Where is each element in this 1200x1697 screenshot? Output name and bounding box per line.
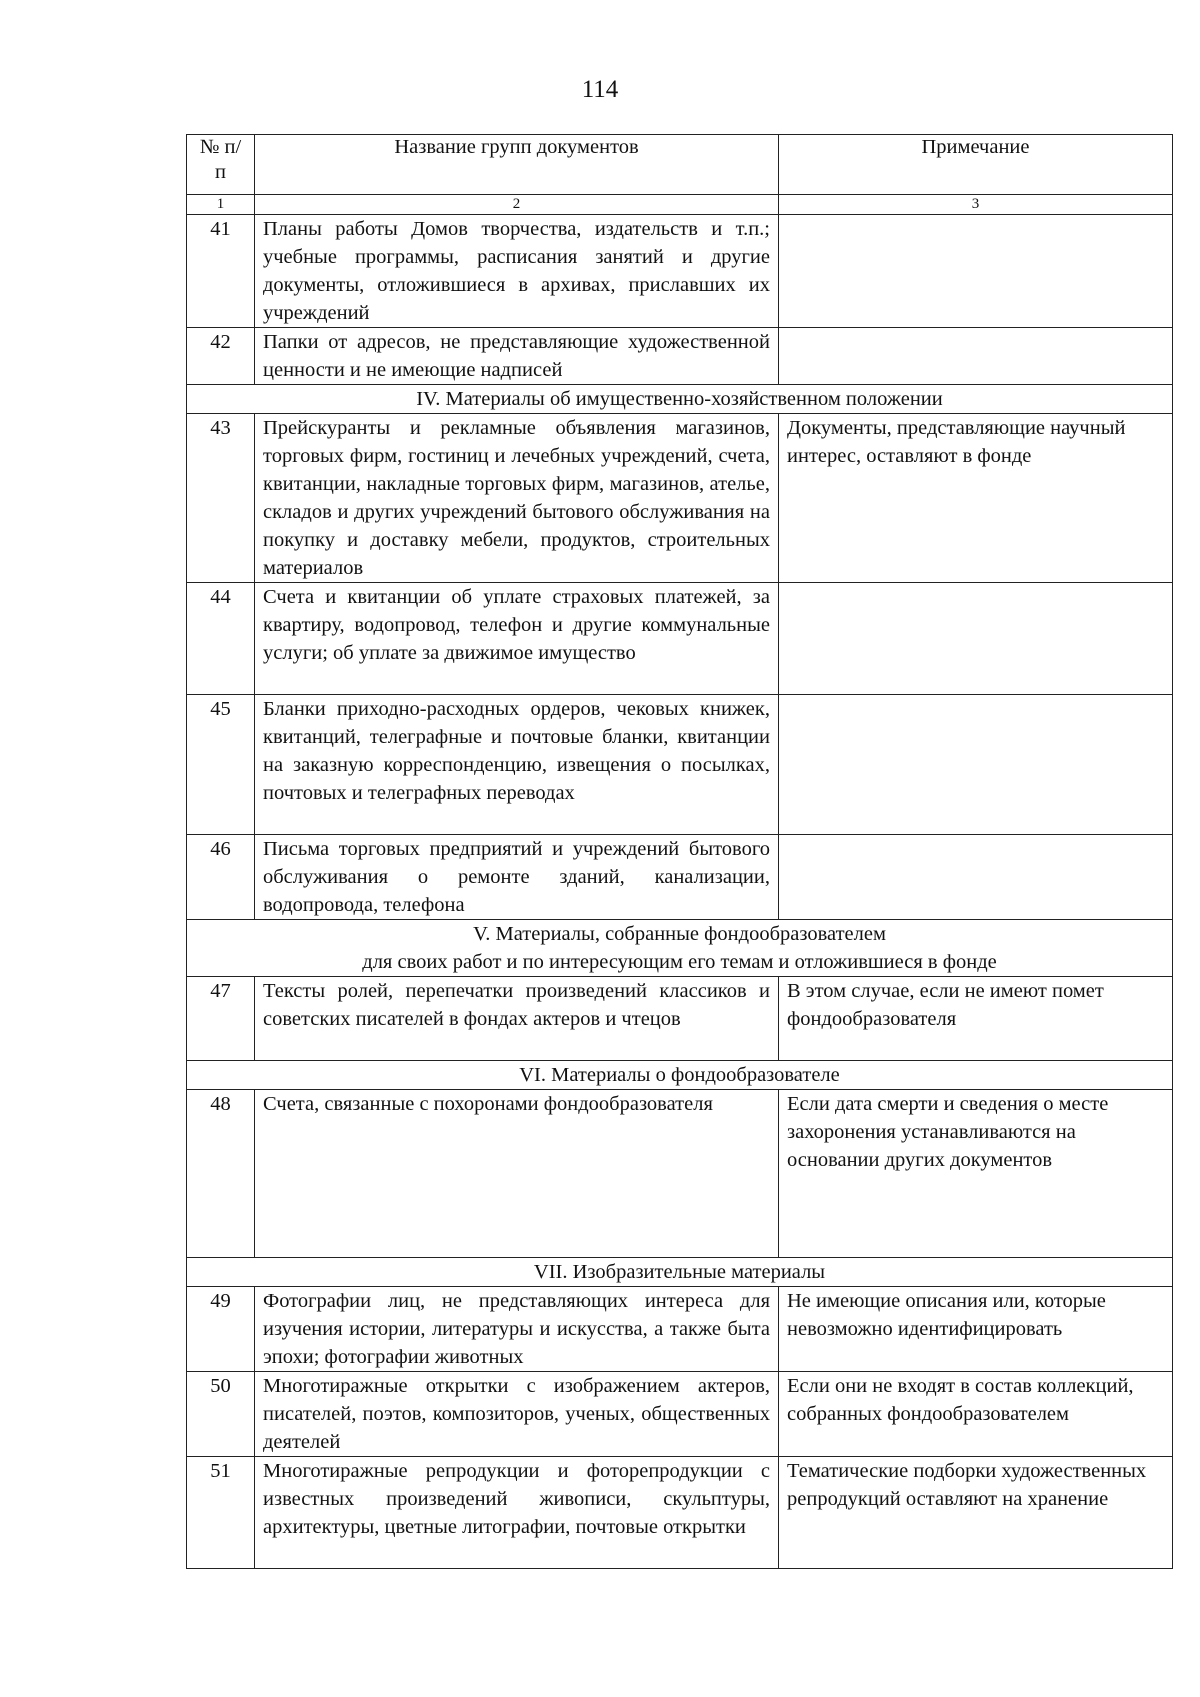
section-row bbox=[187, 1258, 1173, 1287]
section-heading-line: V. Материалы, собранные фондообразователем bbox=[473, 923, 886, 945]
row-note: Документы, представляющие научный интерес, оставляют в фонде bbox=[779, 414, 1173, 583]
table-row bbox=[187, 583, 1173, 695]
row-text: Многотиражные открытки с изображением актеров, писателей, поэтов, композиторов, ученых, общественных деятелей bbox=[255, 1372, 779, 1457]
table-row bbox=[187, 695, 1173, 835]
row-text: Планы работы Домов творчества, издательств и т.п.; учебные программы, расписания занятий и другие документы, отложившиеся в архивах, приславших их учреждений bbox=[255, 215, 779, 328]
table-row bbox=[187, 1372, 1173, 1457]
header-note: Примечание bbox=[779, 135, 1173, 195]
section-row bbox=[187, 920, 1173, 977]
row-number: 41 bbox=[187, 215, 255, 328]
header-name: Название групп документов bbox=[255, 135, 779, 195]
table-row bbox=[187, 328, 1173, 385]
column-number-row bbox=[187, 195, 1173, 215]
row-note bbox=[779, 583, 1173, 695]
row-note bbox=[779, 695, 1173, 835]
table-row bbox=[187, 977, 1173, 1061]
row-text: Многотиражные репродукции и фоторепродукции с известных произведений живописи, скульптуры, архитектуры, цветные литографии, почтовые открытки bbox=[255, 1457, 779, 1569]
row-number: 50 bbox=[187, 1372, 255, 1457]
row-number: 51 bbox=[187, 1457, 255, 1569]
section-heading: IV. Материалы об имущественно-хозяйственном положении bbox=[187, 385, 1173, 414]
documents-table bbox=[186, 134, 1173, 1569]
section-heading-line: для своих работ и по интересующим его темам и отложившиеся в фонде bbox=[362, 951, 997, 973]
row-number: 44 bbox=[187, 583, 255, 695]
header-row bbox=[187, 135, 1173, 195]
row-note: Если они не входят в состав коллекций, собранных фондообразователем bbox=[779, 1372, 1173, 1457]
section-row bbox=[187, 385, 1173, 414]
row-number: 43 bbox=[187, 414, 255, 583]
header-num: № п/п bbox=[187, 135, 255, 195]
table-row bbox=[187, 835, 1173, 920]
column-number: 2 bbox=[255, 195, 779, 215]
row-number: 45 bbox=[187, 695, 255, 835]
page-number: 114 bbox=[581, 76, 619, 103]
row-number: 49 bbox=[187, 1287, 255, 1372]
row-note: Не имеющие описания или, которые невозможно идентифицировать bbox=[779, 1287, 1173, 1372]
row-note: Тематические подборки художественных репродукций оставляют на хранение bbox=[779, 1457, 1173, 1569]
row-text: Тексты ролей, перепечатки произведений классиков и советских писателей в фондах актеров и чтецов bbox=[255, 977, 779, 1061]
row-number: 47 bbox=[187, 977, 255, 1061]
row-number: 48 bbox=[187, 1090, 255, 1258]
table-row bbox=[187, 414, 1173, 583]
section-heading: VI. Материалы о фондообразователе bbox=[187, 1061, 1173, 1090]
row-number: 42 bbox=[187, 328, 255, 385]
row-text: Бланки приходно-расходных ордеров, чековых книжек, квитанций, телеграфные и почтовые бланки, квитанции на заказную корреспонденцию, извещения о посылках, почтовых и телеграфных переводах bbox=[255, 695, 779, 835]
row-text: Счета и квитанции об уплате страховых платежей, за квартиру, водопровод, телефон и другие коммунальные услуги; об уплате за движимое имущество bbox=[255, 583, 779, 695]
row-note: В этом случае, если не имеют помет фондообразователя bbox=[779, 977, 1173, 1061]
section-row bbox=[187, 1061, 1173, 1090]
row-text: Фотографии лиц, не представляющих интереса для изучения истории, литературы и искусства, а также быта эпохи; фотографии животных bbox=[255, 1287, 779, 1372]
row-number: 46 bbox=[187, 835, 255, 920]
column-number: 1 bbox=[187, 195, 255, 215]
table-row bbox=[187, 1090, 1173, 1258]
row-text: Счета, связанные с похоронами фондообразователя bbox=[255, 1090, 779, 1258]
row-note bbox=[779, 835, 1173, 920]
row-note bbox=[779, 328, 1173, 385]
row-note: Если дата смерти и сведения о месте захоронения устанавливаются на основании других документов bbox=[779, 1090, 1173, 1258]
row-note bbox=[779, 215, 1173, 328]
row-text: Письма торговых предприятий и учреждений бытового обслуживания о ремонте зданий, канализации, водопровода, телефона bbox=[255, 835, 779, 920]
row-text: Папки от адресов, не представляющие художественной ценности и не имеющие надписей bbox=[255, 328, 779, 385]
table-row bbox=[187, 215, 1173, 328]
section-heading: VII. Изобразительные материалы bbox=[187, 1258, 1173, 1287]
table-row bbox=[187, 1287, 1173, 1372]
section-heading bbox=[187, 920, 1173, 977]
column-number: 3 bbox=[779, 195, 1173, 215]
table-row bbox=[187, 1457, 1173, 1569]
row-text: Прейскуранты и рекламные объявления магазинов, торговых фирм, гостиниц и лечебных учреждений, счета, квитанции, накладные торговых фирм, магазинов, ателье, складов и других учреждений бытового обслуживания на покупку и доставку мебели, продуктов, строительных материалов bbox=[255, 414, 779, 583]
